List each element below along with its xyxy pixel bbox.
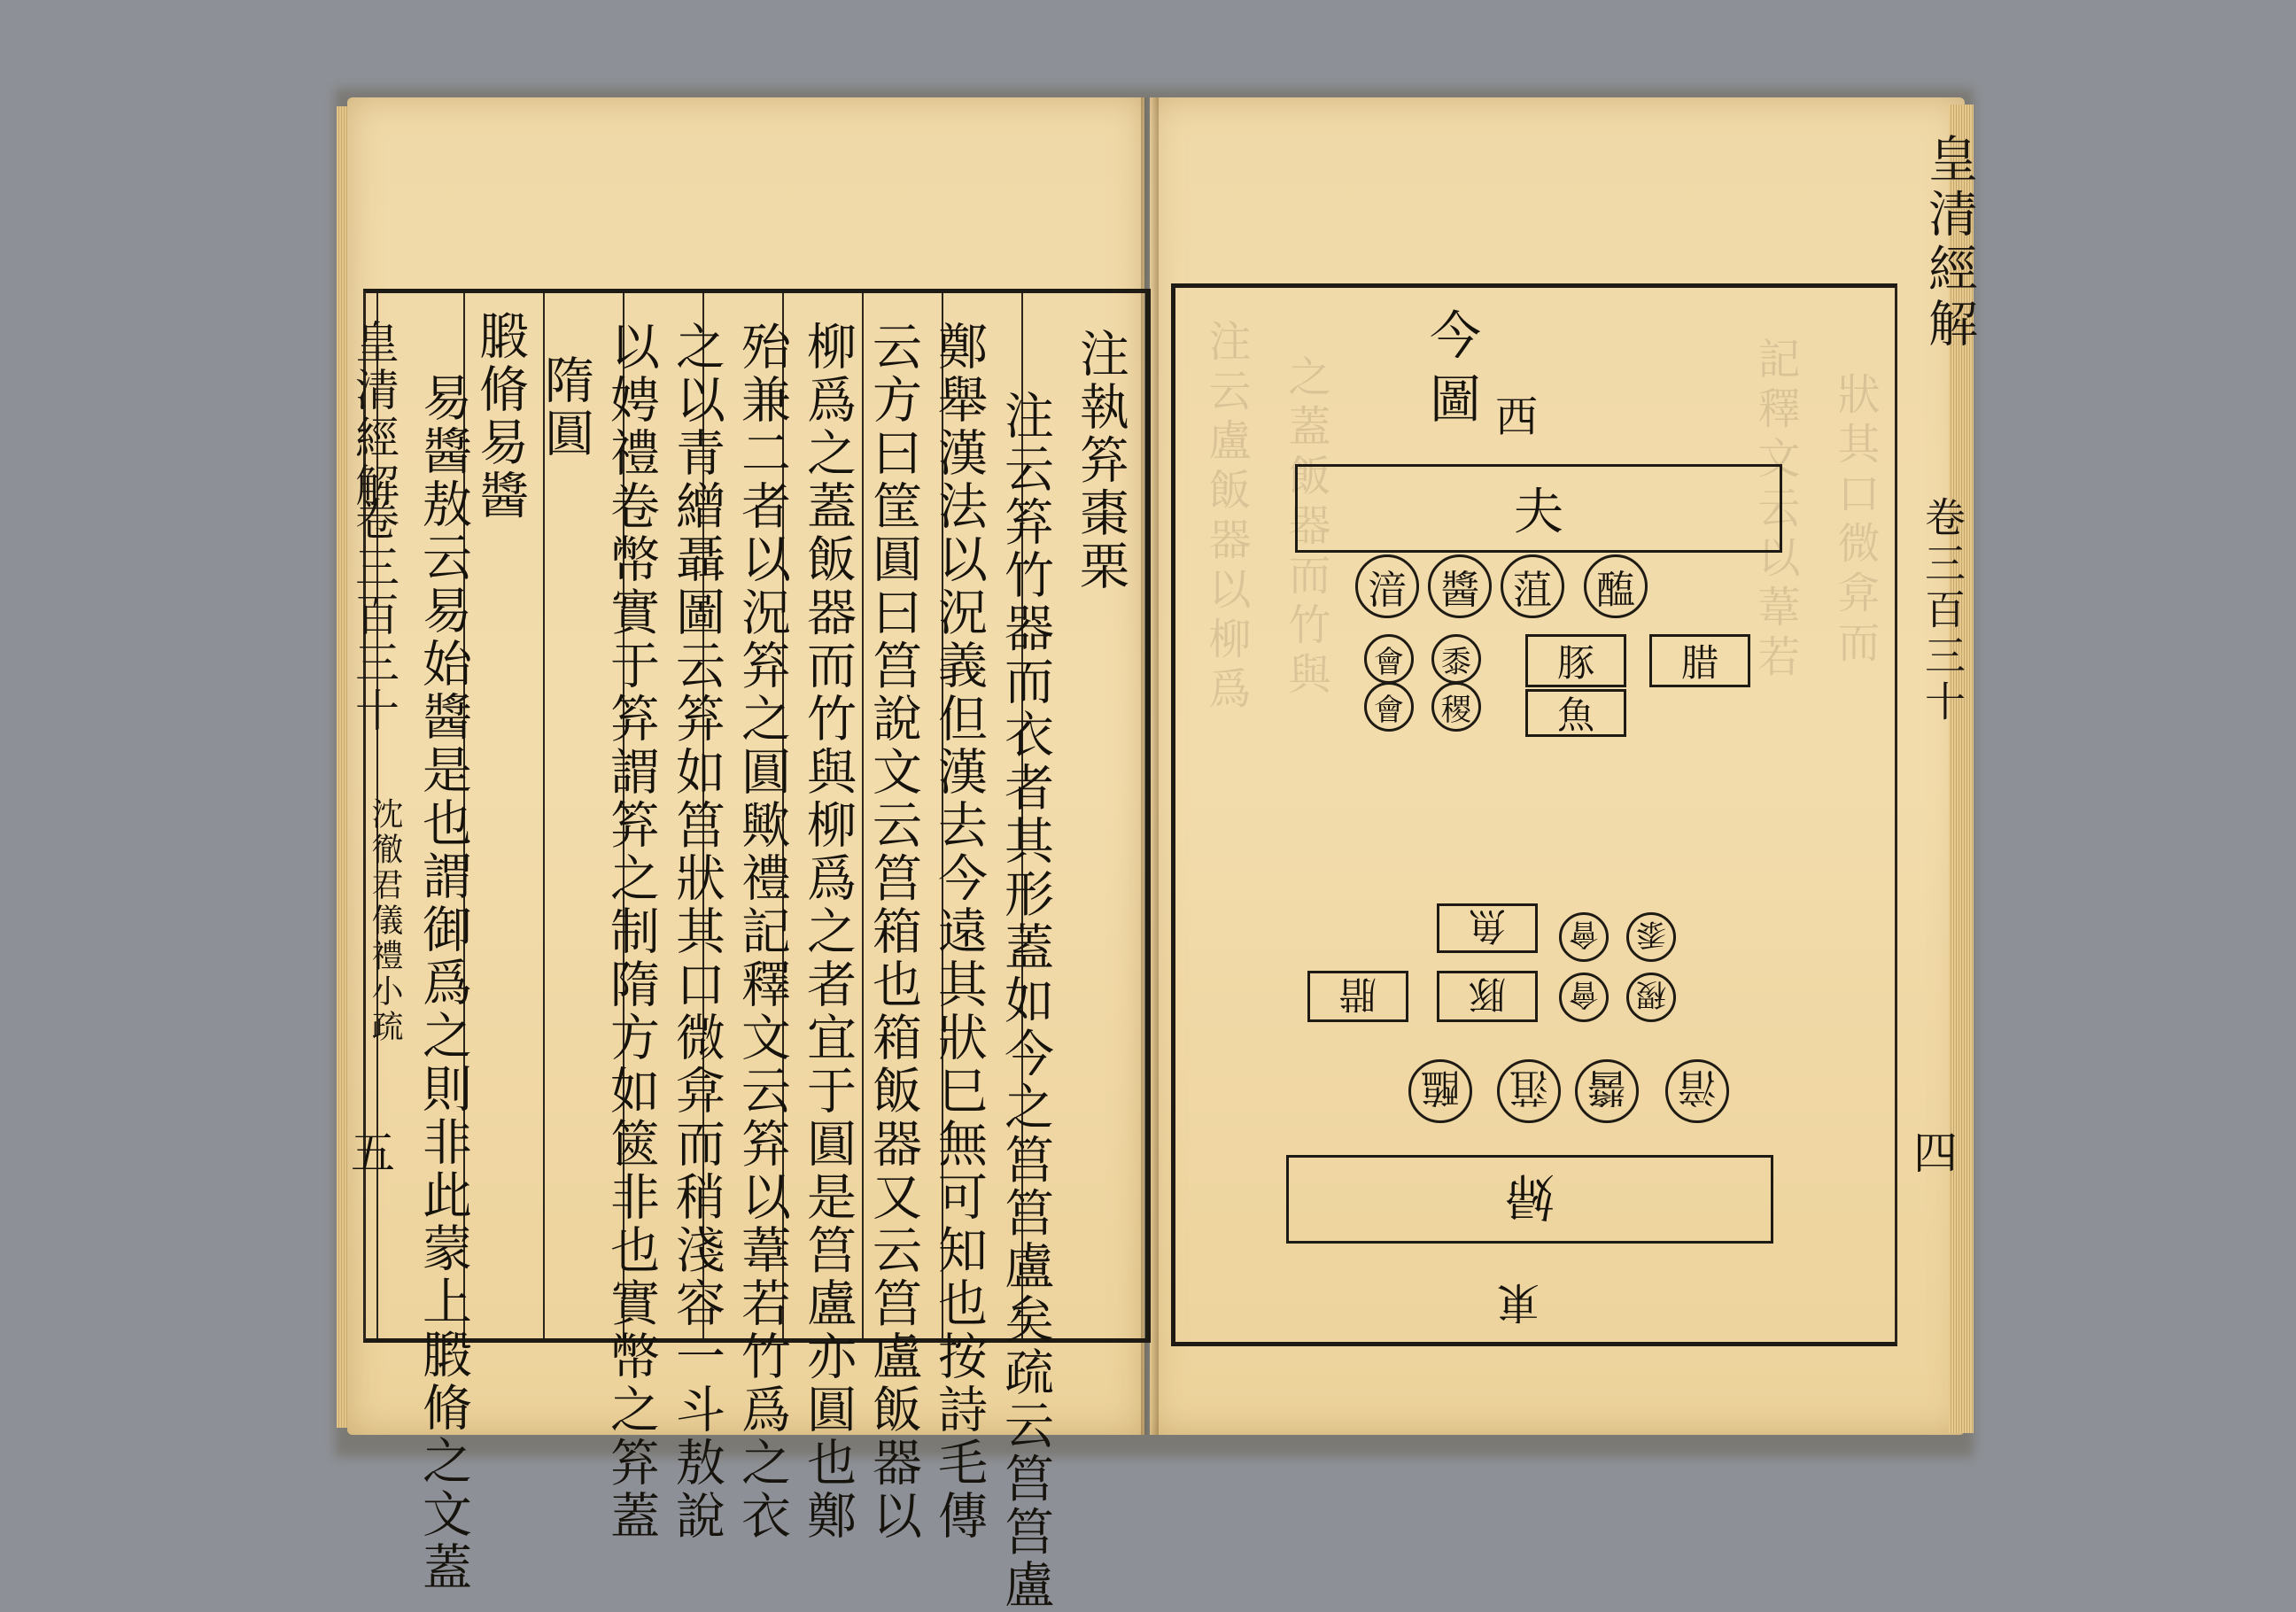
- dish-circle: 醢: [1584, 554, 1648, 618]
- dish-circle-inverted: 菹: [1497, 1059, 1561, 1123]
- dish-circle-small: 黍: [1431, 634, 1481, 684]
- left-margin-author: 沈徹君儀禮小疏: [367, 797, 403, 1045]
- dish-box: 魚: [1525, 689, 1626, 737]
- text-column-7: 之以青繒聶圖云笲如筥狀其口微弇而稍淺容一斗敖說: [668, 321, 725, 1543]
- dish-circle-small-inverted: 黍: [1626, 912, 1676, 962]
- dish-circle-small: 稷: [1431, 682, 1481, 732]
- bleed-through: 注云盧飯器以柳爲: [1201, 319, 1251, 716]
- dish-box: 豚: [1525, 634, 1626, 687]
- east-label: 東: [1497, 1277, 1540, 1327]
- text-column-2: 注云笲竹器而衣者其形蓋如今之筥筥盧矣疏云筥筥盧: [997, 390, 1054, 1612]
- text-column-8: 以娉禮卷幣實于笲謂笲之制隋方如篋非也實幣之笲蓋: [602, 321, 660, 1543]
- text-column-6: 殆兼二者以況笲之圓歟禮記釋文云笲以葦若竹爲之衣: [733, 321, 791, 1543]
- text-column-1: 注執笲棗栗: [1072, 328, 1129, 593]
- text-column-9: 隋圓: [537, 354, 594, 461]
- text-column-3: 鄭舉漢法以況義但漢去今遠其狀巳無可知也按詩毛傳: [930, 321, 988, 1543]
- dish-circle: 菹: [1501, 554, 1564, 618]
- left-margin-volume: 卷三百三十: [348, 496, 399, 735]
- dish-circle-inverted: 醬: [1575, 1059, 1639, 1123]
- dish-circle: 醬: [1428, 554, 1492, 618]
- dish-circle-inverted: 醢: [1408, 1059, 1472, 1123]
- bleed-through: 狀其口微弇而: [1830, 372, 1880, 670]
- column-rule: [862, 293, 864, 1338]
- right-leaf-number: 四: [1913, 1128, 1958, 1179]
- dish-box-inverted: 豚: [1437, 971, 1538, 1022]
- husband-label: 夫: [1514, 484, 1563, 541]
- dish-circle-small-inverted: 會: [1559, 912, 1609, 962]
- dish-circle-small-inverted: 稷: [1626, 973, 1676, 1022]
- dish-circle-inverted: 湆: [1665, 1059, 1729, 1123]
- wife-label: 婦: [1505, 1166, 1555, 1224]
- dish-circle: 湆: [1355, 554, 1419, 618]
- bleed-through: 之蓋飯器而竹與: [1281, 354, 1330, 701]
- dish-circle-small-inverted: 會: [1559, 973, 1609, 1022]
- west-label: 西: [1495, 392, 1539, 442]
- left-margin-book-title: 皇清經解: [348, 319, 399, 510]
- bleed-through: 記釋文云以葦若: [1750, 337, 1800, 684]
- text-column-4: 云方曰筐圓曰筥說文云筥箱也箱飯器又云筥盧飯器以: [865, 321, 922, 1543]
- dish-circle-small: 會: [1364, 682, 1414, 732]
- dish-box-inverted: 魚: [1437, 903, 1538, 953]
- wife-box: [1286, 1155, 1773, 1244]
- dish-circle-small: 會: [1364, 634, 1414, 684]
- husband-box: [1295, 464, 1782, 553]
- text-column-10: 腶脩易醬: [471, 310, 529, 523]
- left-leaf-number: 五: [351, 1128, 395, 1179]
- right-margin-volume: 卷三百三十: [1919, 496, 1966, 726]
- text-column-11: 易醬敖云易始醬是也謂御爲之則非此蒙上腶脩之文蓋: [415, 372, 472, 1594]
- right-margin-book-title: 皇清經解: [1920, 133, 1978, 353]
- dish-box: 腊: [1649, 634, 1750, 687]
- diagram-heading: 今圖: [1421, 308, 1481, 436]
- text-column-5: 柳爲之蓋飯器而竹與柳爲之者宜于圓是筥盧亦圓也鄭: [799, 321, 857, 1543]
- dish-box-inverted: 腊: [1307, 971, 1408, 1022]
